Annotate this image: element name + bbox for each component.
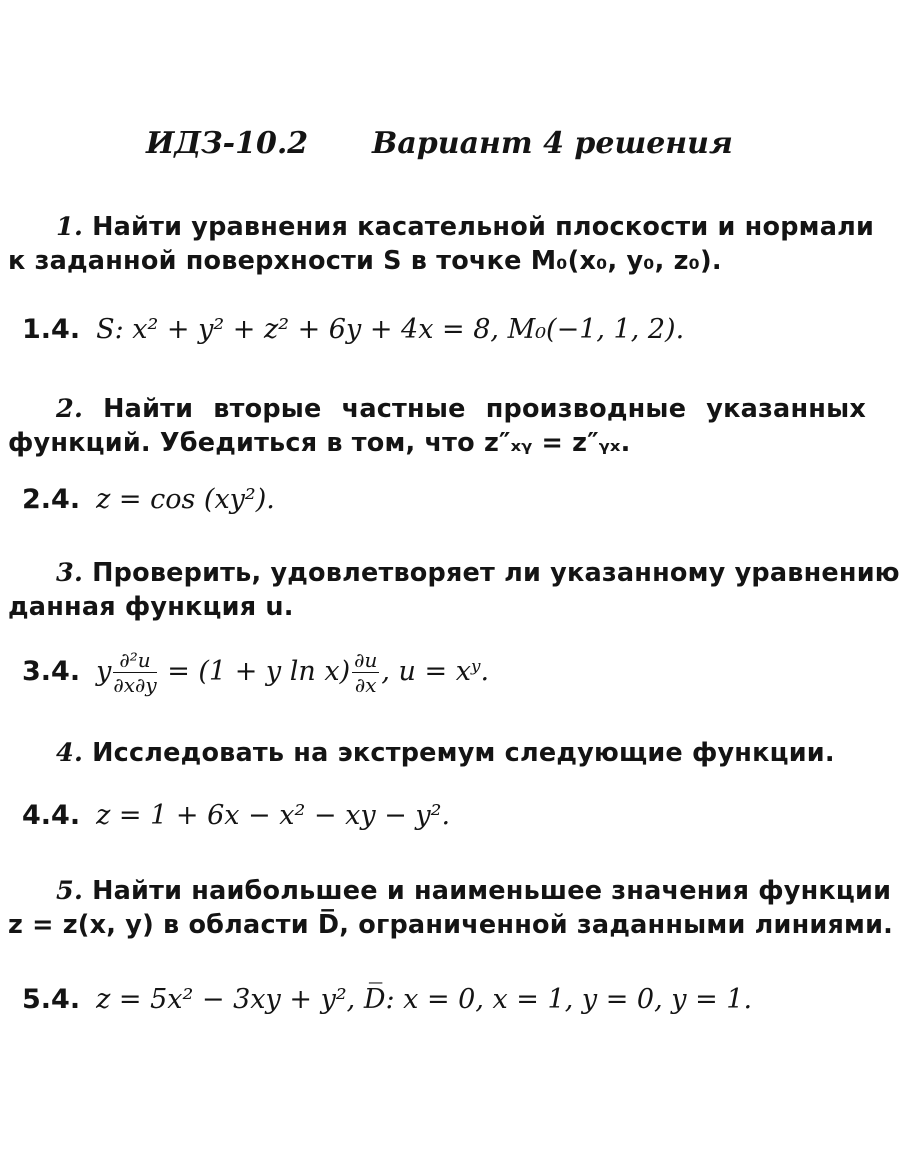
- problem-expression: y $\frac{\text{∂²u}}{\partial x\partial y}$ = (1 + y ln x) $\frac{\partial u}{\partial x}$ , u = xʸ.: [96, 648, 490, 697]
- fraction-partial-derivative: $\frac{\partial u}{\partial x}$: [354, 648, 378, 697]
- problem-expression: z = cos (xy²).: [96, 484, 275, 515]
- task-5-line-1: 5. Найти наибольшее и наименьшее значения функции: [56, 876, 892, 906]
- task-4-line-1: 4. Исследовать на экстремум следующие функции.: [56, 738, 835, 768]
- task-3-number: 3.: [56, 558, 84, 588]
- problem-2-4: [22, 484, 275, 515]
- problem-number: 1.4.: [22, 314, 81, 345]
- variant-title: Вариант 4 решения: [372, 126, 733, 161]
- task-1-line-2: к заданной поверхности S в точке M₀(x₀, y₀, z₀).: [8, 246, 722, 276]
- task-4: [8, 736, 866, 770]
- task-2-number: 2.: [56, 394, 84, 424]
- task-1-line-1: 1. Найти уравнения касательной плоскости и нормали: [56, 212, 875, 242]
- task-1: [8, 210, 875, 278]
- task-5-number: 5.: [56, 876, 84, 906]
- assignment-id: ИДЗ-10.2: [146, 126, 309, 161]
- task-2-line-2: функций. Убедиться в том, что z″ₓᵧ = z″ᵧₓ.: [8, 428, 631, 458]
- task-5-line-2: z = z(x, y) в области D̅, ограниченной заданными линиями.: [8, 910, 894, 940]
- problem-expression: S: x² + y² + z² + 6y + 4x = 8, M₀(−1, 1, 2).: [96, 314, 685, 345]
- task-3-line-1: 3. Проверить, удовлетворяет ли указанному уравнению: [56, 558, 900, 588]
- problem-1-4: [22, 314, 684, 345]
- problem-5-4: [22, 984, 752, 1015]
- problem-number: 3.4.: [22, 656, 81, 687]
- problem-4-4: [22, 800, 450, 831]
- task-3: [8, 556, 900, 624]
- task-3-line-2: данная функция u.: [8, 592, 294, 622]
- problem-expression: z = 5x² − 3xy + y², D̅: x = 0, x = 1, y = 0, y = 1.: [96, 984, 753, 1015]
- task-2-line-1: 2. Найти вторые частные производные указанных: [56, 394, 866, 424]
- problem-number: 2.4.: [22, 484, 81, 515]
- fraction-mixed-derivative: $\frac{\text{∂²u}}{\partial x\partial y}$: [113, 648, 157, 697]
- task-5: [8, 874, 894, 942]
- problem-3-4: [22, 648, 489, 697]
- problem-expression: z = 1 + 6x − x² − xy − y².: [96, 800, 451, 831]
- task-2: [8, 392, 866, 460]
- problem-number: 4.4.: [22, 800, 81, 831]
- problem-number: 5.4.: [22, 984, 81, 1015]
- task-4-number: 4.: [56, 738, 84, 768]
- task-1-number: 1.: [56, 212, 84, 242]
